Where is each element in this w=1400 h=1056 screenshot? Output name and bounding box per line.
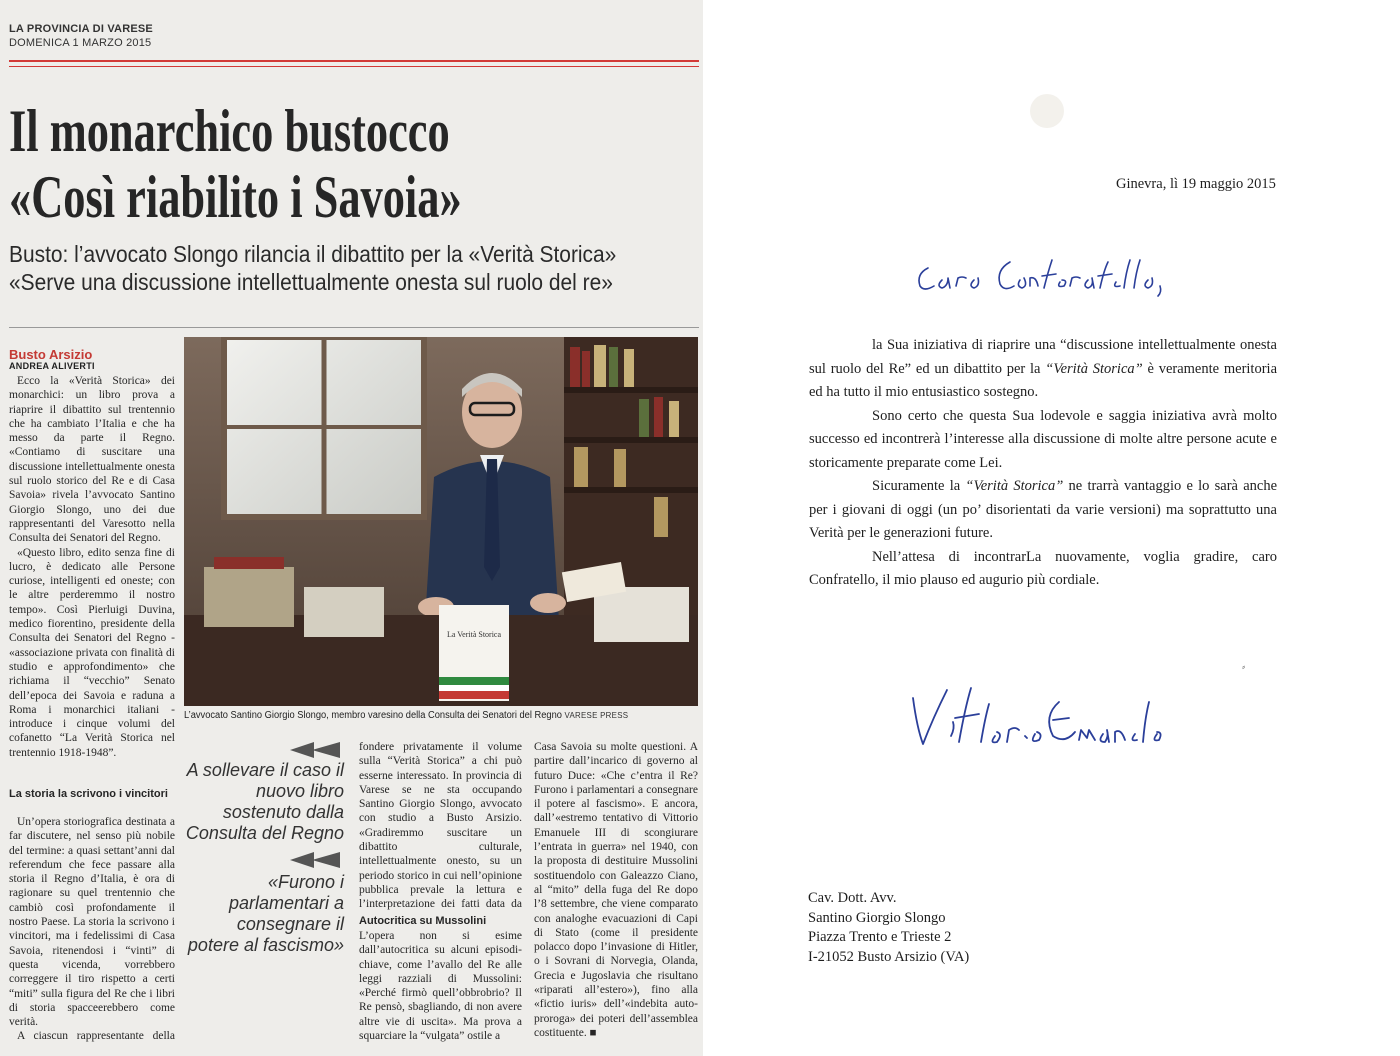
headline-line-2: «Così riabilito i Savoia» [9, 164, 462, 230]
dateline: Busto Arsizio [9, 347, 93, 362]
letter-paragraph-1: la Sua iniziativa di riaprire una “discussione intellettualmente onesta sul ruolo del Re” ed un dibattito per la “Verità Storica” è veramente meritoria ed ha tutto il mio entusiastico sostegno. [809, 337, 1278, 400]
headline-line-1: Il monarchico bustocco [9, 98, 450, 164]
subhead-mussolini: Autocritica su Mussolini [359, 915, 487, 927]
article-paragraph: Ecco la «Verità Storica» dei monarchici: un libro prova a riaprire il dibattito sul trentennio che ha cambiato l’Italia e che ha messo da parte il Regno. «Contiamo di suscitare una discussione intellettualmente onesta sul ruolo storico del Re e di Casa Savoia» rivela l’avvocato Santino Giorgio Slongo, uno dei due rappresentanti del Varesotto nella Consulta dei Senatori del Regno. [9, 375, 175, 545]
article-paragraph: A ciascun rappresentante della [17, 1030, 175, 1043]
subhead-vincitori: La storia la scrivono i vincitori [9, 788, 168, 800]
margin-mark: ⸗ [1242, 662, 1246, 673]
paper-name: LA PROVINCIA DI VARESE [9, 23, 153, 35]
photo-caption-text: L’avvocato Santino Giorgio Slongo, membro varesino della Consulta dei Senatori del Regno [184, 710, 562, 721]
article-column-1b [9, 815, 175, 1045]
article-paragraph: «Questo libro, edito senza fine di lucro, è dedicato alle Persone curiose, intelligenti ed oneste; con le altre perderemmo il nostro tempo». Così Pierluigi Duvina, medico fiorentino, presidente della Consulta dei Senatori del Regno - «associazione privata con finalità di studio e approfondimento» che richiama il “vecchio” Senato dell’epoca dei Savoia e raduna a Roma i monarchici italiani - introduce i cinque volumi del cofanetto “La Verità Storica nel trentennio 1918-1948”. [9, 546, 175, 759]
address-line: Cav. Dott. Avv. [808, 890, 897, 906]
address-line: I-21052 Busto Arsizio (VA) [808, 948, 970, 965]
article-column-4 [534, 740, 698, 1045]
photo-book-title: La Verità Storica [446, 630, 502, 639]
article-paragraph: L’opera non si esime dall’autocritica su alcuni episodi-chiave, come l’avallo del Re alle leggi razziali di Mussolini: «Perché firmò quell’obbrobrio? Il Re pensò, sbagliando, di non avere altre vie di uscita». Ma prova a squarciare la “vulgata” ostile a [359, 930, 522, 1043]
deck-line-1: Busto: l’avvocato Slongo rilancia il dibattito per la «Verità Storica» [9, 241, 617, 267]
letter-paragraph-3: Sicuramente la “Verità Storica” ne trarrà vantaggio e lo sarà anche per i giovani di oggi (un po’ disorientati da varie versioni) ma soprattutto una Verità per le generazioni future. [809, 478, 1278, 541]
issue-date: DOMENICA 1 MARZO 2015 [9, 37, 152, 49]
article-column-1 [9, 374, 175, 789]
embossed-crest [1030, 94, 1064, 128]
deck-line-2: «Serve una discussione intellettualmente onesta sul ruolo del re» [9, 269, 613, 295]
address-line: Santino Giorgio Slongo [808, 909, 946, 926]
masthead-rule-thin [9, 66, 699, 67]
letter-date: Ginevra, lì 19 maggio 2015 [1116, 176, 1276, 192]
article-column-3b [359, 929, 522, 1045]
photo-illustration [184, 337, 698, 706]
letter-paragraph-2: Sono certo che questa Sua lodevole e saggia iniziativa avrà molto successo ed incontrerà l’interesse alla discussione di molte altre persone acute e storicamente preparate come Lei. [809, 407, 1277, 471]
masthead-rule [9, 60, 699, 62]
article-column-3 [359, 740, 522, 912]
article-paragraph: Un’opera storiografica destinata a far discutere, nel senso più nobile del termine: a quasi settant’anni dal referendum che fece passare alla storia il Regno d’Italia, è ora di ragionare su quel trentennio che cambiò così profondamente il nostro Paese. La storia la scrivono i vincitori, ma i fedelissimi di Casa Savoia, ritenendosi i “vinti” di questa vicenda, vorrebbero correggere il tiro rispetto a certi “miti” sulla figura del Re che i libri di storia spacceerebbero come verità. [9, 816, 175, 1029]
pull-quote-2: «Furono i parlamentari a consegnare il potere al fascismo» [187, 872, 344, 955]
article-paragraph: fondere privatamente il volume sulla “Verità Storica” a chi può esserne interessato. In provincia di Varese se ne sta occupando Santino Giorgio Slongo, avvocato con studio a Busto Arsizio. «Gradiremmo suscitare un dibattito culturale, intellettualmente onesto, su un periodo storico in cui nell’opinione pubblica prevale la lettura e l’interpretazione dei fatti data da [359, 741, 522, 911]
headline [9, 98, 520, 230]
handwritten-signature [903, 678, 1163, 760]
handwritten-salutation [912, 252, 1172, 302]
letter-paragraph-4: Nell’attesa di incontrarLa nuovamente, voglia gradire, caro Confratello, il mio plauso ed augurio più cordiale. [809, 548, 1277, 588]
recipient-address [808, 889, 969, 967]
address-line: Piazza Trento e Trieste 2 [808, 929, 952, 945]
article-paragraph: Casa Savoia su molte questioni. A partire dall’incarico di governo al futuro Duce: «Che c’entra il Re? Furono i parlamentari a consegnare il potere al fascismo». E ancora, dall’«estremo tentativo di Vittorio Emanuele III di scongiurare l’entrata in guerra» nel 1940, con la proposta di destituire Mussolini sostituendolo con Galeazzo Ciano, al “mito” della fuga del Re dopo l’8 settembre, che viene comparato con analoghe evacuazioni di Capi di Stato (come il presidente polacco dopo l’invasione di Hitler, o i Sovrani di Norvegia, Olanda, Grecia e Jugoslavia che risultano «riparati all’estero»), fino alla «fictio iuris» dell’«indebita auto-proroga» dei poteri dell’assemblea costituente. ■ [534, 741, 698, 1039]
photo-caption [184, 710, 662, 721]
photo-credit: VARESE PRESS [564, 710, 629, 720]
pull-quote-mark-icon [286, 738, 344, 760]
deck-rule [9, 327, 699, 328]
pull-quote-1: A sollevare il caso il nuovo libro sostenuto dalla Consulta del Regno [185, 760, 344, 843]
deck [9, 240, 637, 296]
letter-body [809, 334, 1277, 593]
article-photo [184, 337, 698, 706]
byline: ANDREA ALIVERTI [9, 361, 95, 371]
pull-quote-mark-icon [286, 848, 344, 870]
masthead [9, 22, 153, 50]
